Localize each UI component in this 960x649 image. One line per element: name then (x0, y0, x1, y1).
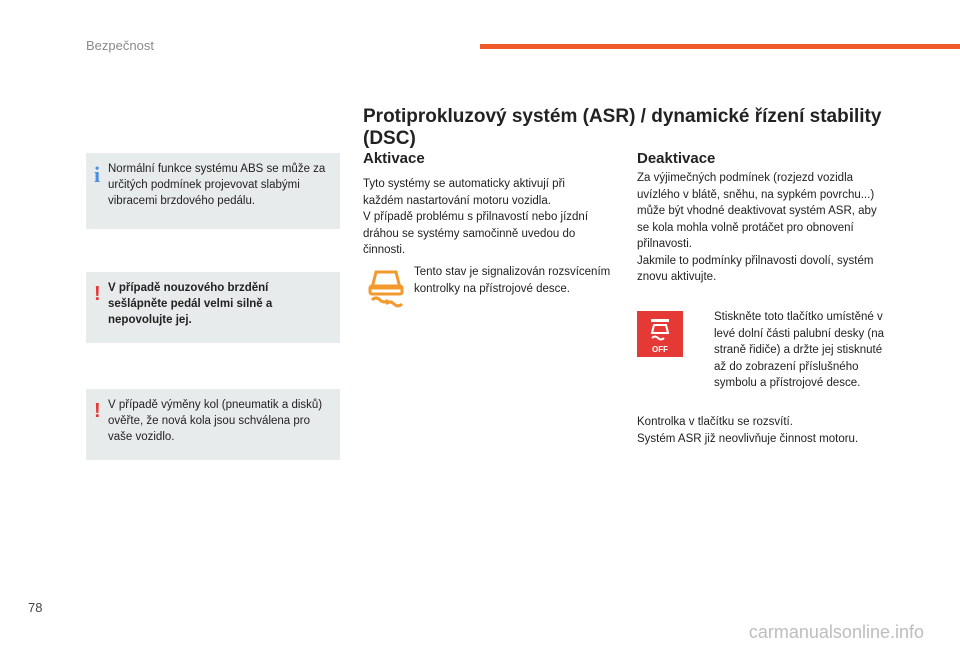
warning-icon: ! (94, 400, 101, 422)
page-number: 78 (28, 600, 43, 615)
activation-text: Tyto systémy se automaticky aktivují při každém nastartování motoru vozidla. V případě problému s přilnavostí nebo jízdní dráhou se systémy samočinně uvedou do činnosti. (363, 178, 589, 256)
header-accent-bar (480, 44, 960, 49)
asr-off-button-icon (637, 311, 683, 357)
warning-note-wheels-text: V případě výměny kol (pneumatik a disků) ověřte, že nová kola jsou schválena pro vaše vozidlo. (108, 399, 323, 443)
activation-heading: Aktivace (363, 150, 425, 167)
deactivation-result-text: Kontrolka v tlačítku se rozsvítí. Systém ASR již neovlivňuje činnost motoru. (637, 416, 859, 445)
deactivation-text: Za výjimečných podmínek (rozjezd vozidla uvízlého v blátě, sněhu, na sypkém povrchu...) může být vhodné deaktivovat systém ASR, aby se kola mohla volně protáčet pro obnovení přilnavosti. Jakmile to podmínky přilnavosti dovolí, systém znovu aktivujte. (637, 172, 877, 283)
off-label: OFF (652, 345, 668, 354)
warning-note-braking (86, 272, 340, 343)
page-title: Protiprokluzový systém (ASR) / dynamické řízení stability (DSC) (363, 106, 882, 149)
warning-note-braking-text: V případě nouzového brzdění sešlápněte pedál velmi silně a nepovolujte jej. (108, 282, 273, 326)
info-note-text: Normální funkce systému ABS se může za určitých podmínek projevovat slabými vibracemi brzdového pedálu. (108, 163, 326, 207)
deactivation-heading: Deaktivace (637, 150, 716, 167)
activation-icon-text: Tento stav je signalizován rozsvícením kontrolky na přístrojové desce. (414, 266, 611, 295)
deactivation-bullet-text: Stiskněte toto tlačítko umístěné v levé dolní části palubní desky (na straně řidiče) a držte jej stisknuté až do zobrazení příslušného symbolu a přístrojové desce. (714, 311, 885, 389)
asr-off-graphic (637, 311, 683, 357)
traction-warning-icon (364, 266, 408, 310)
warning-note-wheels (86, 389, 340, 460)
section-title: Bezpečnost (86, 38, 154, 53)
watermark: carmanualsonline.info (748, 622, 924, 642)
warning-icon: ! (94, 283, 101, 305)
info-note (86, 153, 340, 229)
info-icon: i (94, 162, 101, 187)
